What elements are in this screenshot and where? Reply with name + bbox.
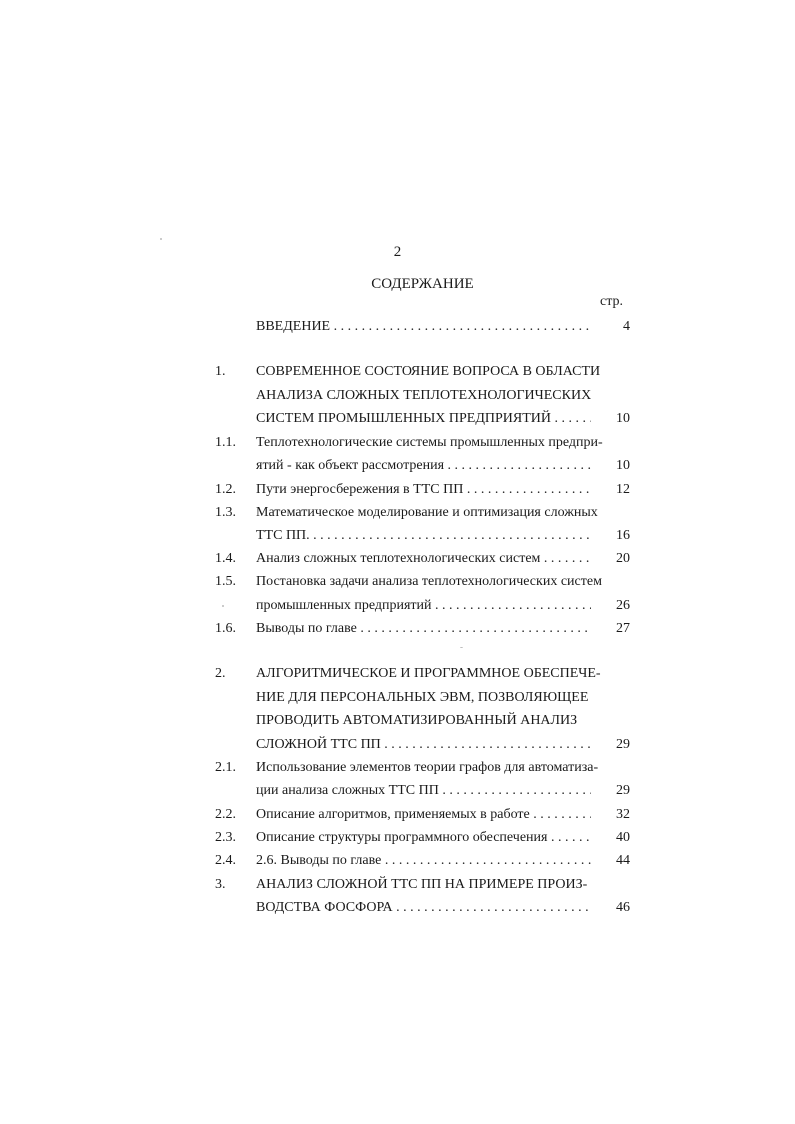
toc-entry-line	[215, 898, 630, 918]
toc-entry-leader	[256, 619, 591, 639]
toc-entry-text: НИЕ ДЛЯ ПЕРСОНАЛЬНЫХ ЭВМ, ПОЗВОЛЯЮЩЕЕ	[256, 690, 589, 705]
toc-entry-line	[215, 480, 630, 500]
toc-entry-text: ВВЕДЕНИЕ . . .	[256, 319, 591, 334]
toc-entry-text: АНАЛИЗА СЛОЖНЫХ ТЕПЛОТЕХНОЛОГИЧЕСКИХ	[256, 388, 592, 403]
toc-entry-number: 1.	[215, 364, 226, 379]
toc-entry-line	[215, 781, 630, 801]
toc-entry-leader	[256, 317, 591, 337]
toc-entry-text: Выводы по главе . . .	[256, 621, 591, 636]
scan-speck	[222, 605, 224, 607]
toc-entry-line	[215, 688, 630, 708]
toc-entry-text: ПРОВОДИТЬ АВТОМАТИЗИРОВАННЫЙ АНАЛИЗ	[256, 713, 578, 728]
toc-entry-text: ТТС ПП. . . .	[256, 528, 591, 543]
toc-entry-page: 10	[616, 458, 630, 473]
toc-entry-line	[215, 317, 630, 337]
toc-entry-page: 44	[616, 853, 630, 868]
toc-entry-text: Теплотехнологические системы промышленных предпри-	[256, 435, 603, 450]
toc-entry-number: 2.1.	[215, 760, 236, 775]
toc-entry-text: СЛОЖНОЙ ТТС ПП . . .	[256, 737, 591, 752]
toc-entry-line	[215, 828, 630, 848]
toc-entry-leader	[256, 549, 591, 569]
toc-entry-text: Описание структуры программного обеспечения . . .	[256, 830, 591, 845]
toc-entry-page: 4	[623, 319, 630, 334]
toc-entry-line	[215, 875, 630, 895]
toc-entry-leader	[256, 409, 591, 429]
toc-entry-text: Анализ сложных теплотехнологических систем . . .	[256, 551, 591, 566]
toc-entry-page: 29	[616, 737, 630, 752]
toc-entry-leader	[256, 805, 591, 825]
toc-entry-page: 16	[616, 528, 630, 543]
toc-entry-number: 2.2.	[215, 807, 236, 822]
toc-entry-text: Постановка задачи анализа теплотехнологических систем	[256, 574, 602, 589]
toc-entry-text: ятий - как объект рассмотрения . . .	[256, 458, 591, 473]
toc-entry-line	[215, 503, 630, 523]
toc-entry-text: Использование элементов теории графов для автоматиза-	[256, 760, 599, 775]
toc-entry-text: АЛГОРИТМИЧЕСКОЕ И ПРОГРАММНОЕ ОБЕСПЕЧЕ-	[256, 666, 601, 681]
toc-entry-number: 2.3.	[215, 830, 236, 845]
toc-entry-number: 3.	[215, 877, 226, 892]
toc-entry-leader	[256, 456, 591, 476]
page-column-label: стр.	[600, 294, 624, 309]
toc-entry-text: Пути энергосбережения в ТТС ПП . . .	[256, 482, 591, 497]
toc-entry-text: промышленных предприятий . . .	[256, 598, 591, 613]
toc-entry-text: ВОДСТВА ФОСФОРА . . .	[256, 900, 591, 915]
toc-entry-page: 29	[616, 783, 630, 798]
toc-entry-text: ции анализа сложных ТТС ПП . . .	[256, 783, 591, 798]
toc-entry-number: 1.1.	[215, 435, 236, 450]
toc-entry-leader	[256, 735, 591, 755]
toc-entry-line	[215, 664, 630, 684]
toc-entry-text: Математическое моделирование и оптимизация сложных	[256, 505, 598, 520]
toc-entry-leader	[256, 781, 591, 801]
toc-entry-line	[215, 711, 630, 731]
toc-entry-line	[215, 805, 630, 825]
toc-entry-number: 1.5.	[215, 574, 236, 589]
toc-entry-number: 1.3.	[215, 505, 236, 520]
toc-entry-page: 10	[616, 411, 630, 426]
toc-entry-line	[215, 758, 630, 778]
toc-entry-line	[215, 572, 630, 592]
toc-entry-page: 40	[616, 830, 630, 845]
toc-entry-line	[215, 409, 630, 429]
toc-entry-leader	[256, 828, 591, 848]
toc-entry-line	[215, 596, 630, 616]
scan-speck	[460, 647, 463, 648]
toc-entry-text: АНАЛИЗ СЛОЖНОЙ ТТС ПП НА ПРИМЕРЕ ПРОИЗ-	[256, 877, 588, 892]
toc-entry-line	[215, 362, 630, 382]
toc-entry-leader	[256, 851, 591, 871]
toc-entry-text: СИСТЕМ ПРОМЫШЛЕННЫХ ПРЕДПРИЯТИЙ . . .	[256, 411, 591, 426]
toc-entry-number: 2.	[215, 666, 226, 681]
toc-entry-page: 20	[616, 551, 630, 566]
toc-entry-line	[215, 851, 630, 871]
toc-entry-leader	[256, 596, 591, 616]
toc-entry-text: 2.6. Выводы по главе . . .	[256, 853, 591, 868]
toc-title: СОДЕРЖАНИЕ	[371, 276, 474, 292]
toc-entry-text: Описание алгоритмов, применяемых в работе . . .	[256, 807, 591, 822]
toc-entry-line	[215, 735, 630, 755]
toc-entry-number: 2.4.	[215, 853, 236, 868]
toc-entry-leader	[256, 898, 591, 918]
toc-entry-line	[215, 433, 630, 453]
toc-entry-page: 12	[616, 482, 630, 497]
toc-entry-line	[215, 549, 630, 569]
toc-entry-line	[215, 526, 630, 546]
toc-entry-number: 1.4.	[215, 551, 236, 566]
toc-entry-leader	[256, 480, 591, 500]
toc-entry-line	[215, 456, 630, 476]
toc-entry-text: СОВРЕМЕННОЕ СОСТОЯНИЕ ВОПРОСА В ОБЛАСТИ	[256, 364, 601, 379]
toc-entry-number: 1.2.	[215, 482, 236, 497]
toc-entry-page: 46	[616, 900, 630, 915]
scan-speck	[160, 238, 162, 240]
toc-entry-leader	[256, 526, 591, 546]
toc-entry-page: 27	[616, 621, 630, 636]
toc-entry-line	[215, 386, 630, 406]
page-number: 2	[393, 244, 402, 260]
toc-entry-number: 1.6.	[215, 621, 236, 636]
toc-entry-page: 32	[616, 807, 630, 822]
toc-entry-page: 26	[616, 598, 630, 613]
toc-entry-line	[215, 619, 630, 639]
